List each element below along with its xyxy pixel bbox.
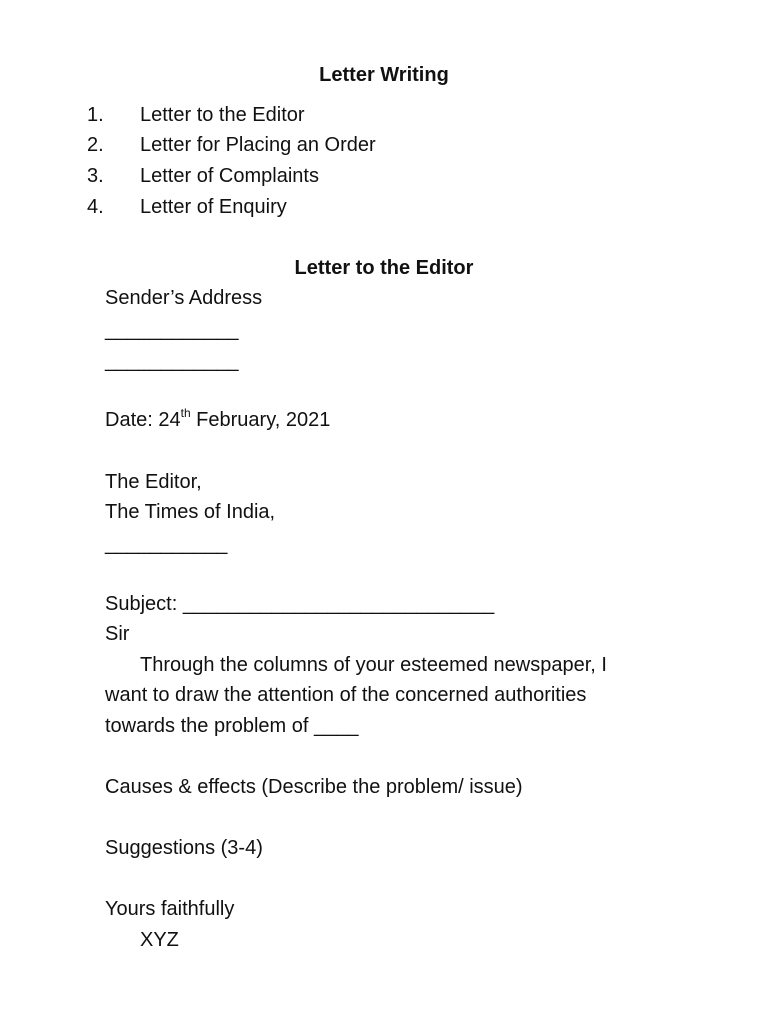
body-line: want to draw the attention of the concerned authorities [105,684,587,706]
list-number: 3. [87,165,104,187]
section-title: Letter to the Editor [294,257,474,279]
list-item [87,133,376,157]
list-number: 2. [87,134,104,156]
list-item [87,103,305,127]
address-line: ____________ [105,319,239,341]
sender-address-label: Sender’s Address [105,287,263,309]
recipient-line: The Times of India, [105,501,276,523]
date-superscript: th [180,406,191,420]
address-line: ____________ [105,350,239,372]
signature: XYZ [140,929,179,951]
list-number: 4. [87,196,104,218]
list-item [87,195,287,219]
body-line: towards the problem of ____ [105,715,359,737]
document-title: Letter Writing [319,64,449,86]
suggestions-line: Suggestions (3-4) [105,837,263,859]
causes-line: Causes & effects (Describe the problem/ issue) [105,776,523,798]
list-text: Letter of Enquiry [140,196,287,218]
subject-line: Subject: ____________________________ [105,593,495,615]
list-text: Letter for Placing an Order [140,134,376,156]
list-item [87,164,319,188]
recipient-line: The Editor, [105,471,202,493]
date-suffix: February, 2021 [190,409,331,431]
list-text: Letter to the Editor [140,104,305,126]
date-prefix: Date: 24 [105,409,181,431]
closing-line: Yours faithfully [105,898,235,920]
recipient-line: ___________ [105,533,228,555]
salutation: Sir [105,623,130,645]
list-text: Letter of Complaints [140,165,319,187]
date-line [105,408,330,432]
list-number: 1. [87,104,104,126]
body-line: Through the columns of your esteemed newspaper, I [140,654,607,676]
